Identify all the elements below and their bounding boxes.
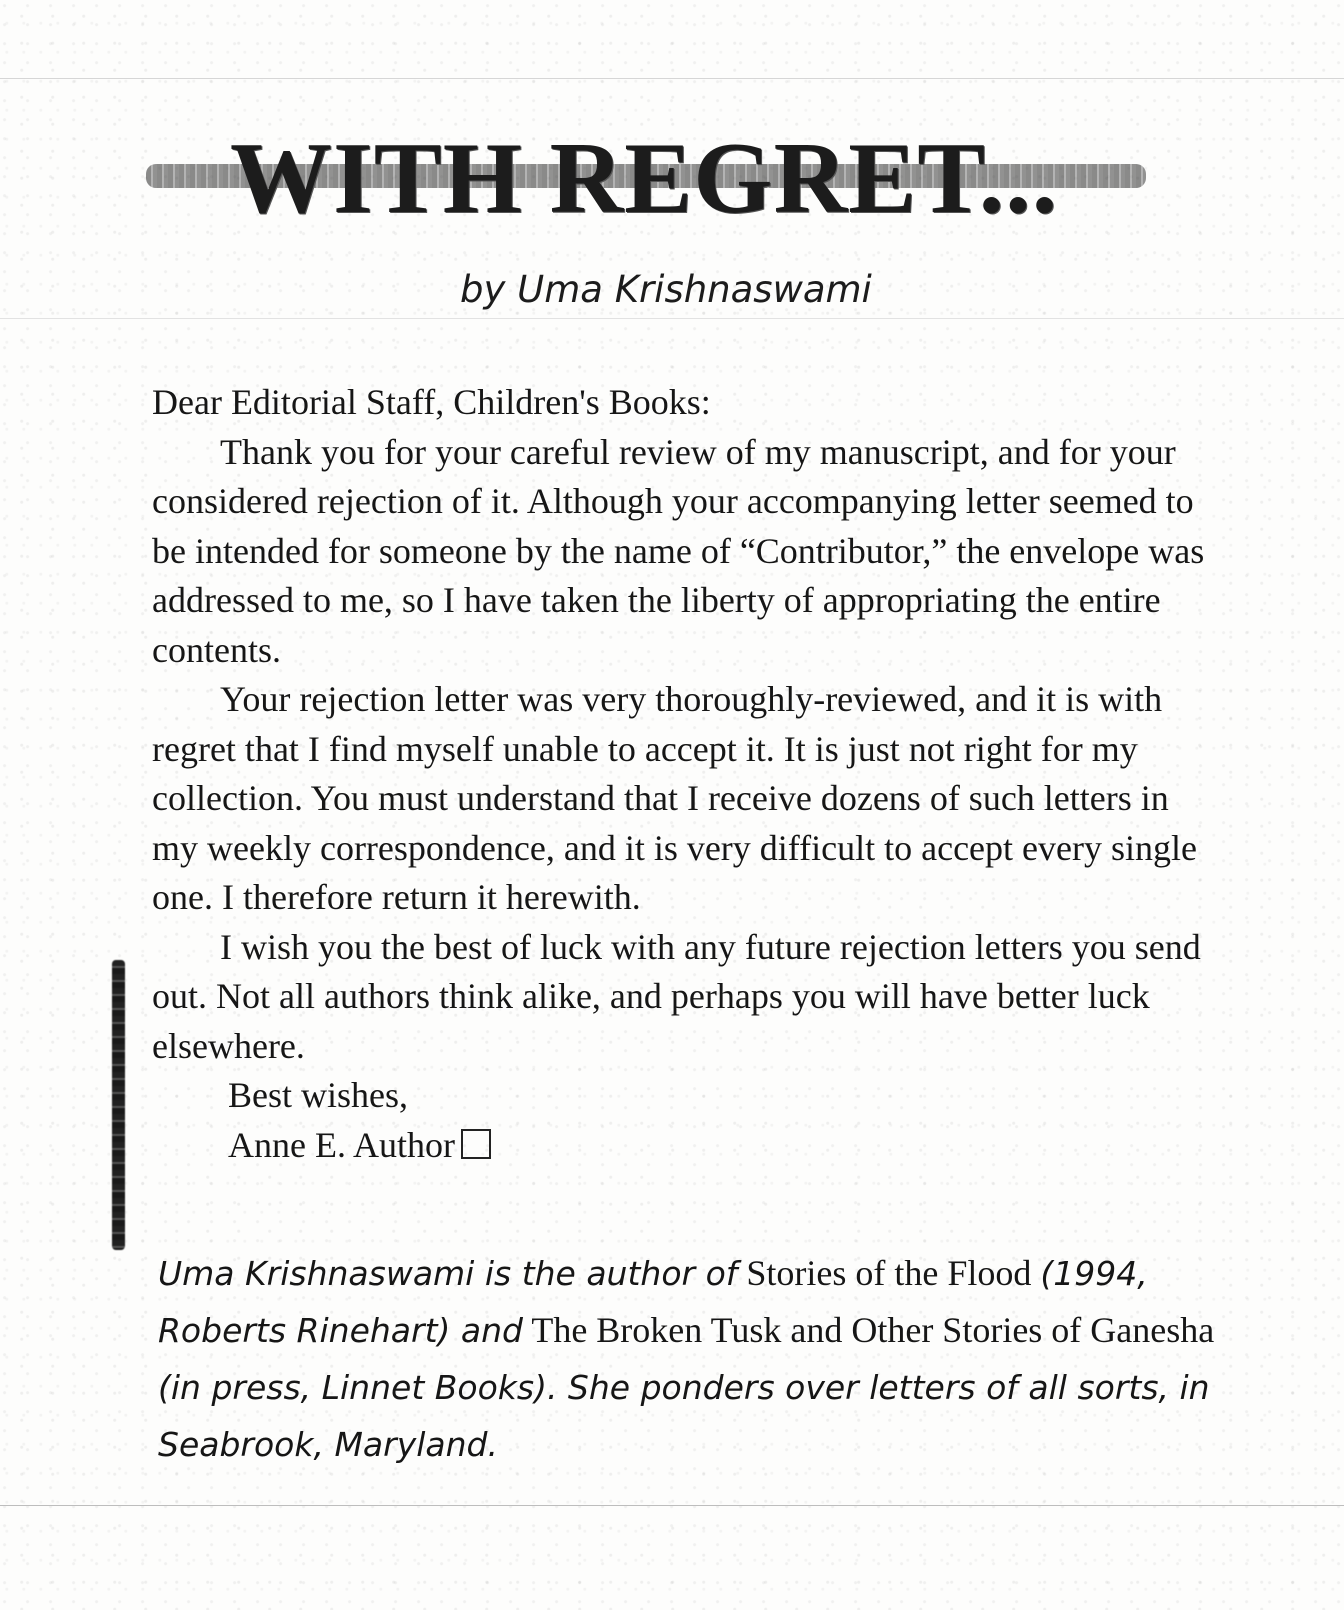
closing: Best wishes, <box>228 1075 408 1115</box>
scan-edge-line <box>0 78 1344 79</box>
bio-text: Uma Krishnaswami is the author of <box>158 1254 738 1293</box>
byline: by Uma Krishnaswami <box>460 268 872 311</box>
article-title: WITH REGRET... <box>230 122 1059 235</box>
bio-text: (1994, Roberts Rinehart) and <box>158 1254 1148 1350</box>
title-block <box>140 112 1160 235</box>
end-mark-icon <box>461 1129 491 1159</box>
salutation: Dear Editorial Staff, Children's Books: <box>152 382 711 422</box>
scan-edge-line <box>0 1505 1344 1506</box>
bio-book-title: The Broken Tusk and Other Stories of Ganesha <box>531 1310 1215 1350</box>
letter-paragraph: Thank you for your careful review of my manuscript, and for your considered rejection of it. Although your accompanying letter seemed to be intended for someone by the name of “Contributor,” the envelope was addressed to me, so I have taken the liberty of appropriating the entire contents. <box>152 431 1205 670</box>
author-bio <box>158 1245 1238 1473</box>
scan-fold-line <box>0 318 1344 319</box>
bio-book-title: Stories of the Flood <box>746 1253 1032 1293</box>
margin-scan-artifact <box>112 960 125 1250</box>
signature-line <box>152 1121 1222 1171</box>
letter-paragraph: Your rejection letter was very thoroughly-reviewed, and it is with regret that I find myself unable to accept it. It is just not right for my collection. You must understand that I receive dozens of such letters in my weekly correspondence, and it is very difficult to accept every single one. I therefore return it herewith. <box>152 679 1197 917</box>
letter-paragraph: I wish you the best of luck with any future rejection letters you send out. Not all authors think alike, and perhaps you will have better luck elsewhere. <box>152 926 1201 1066</box>
letter-body <box>152 378 1222 1170</box>
bio-text: (in press, Linnet Books). She ponders over letters of all sorts, in Seabrook, Maryland. <box>158 1368 1210 1464</box>
signature: Anne E. Author <box>228 1124 455 1165</box>
